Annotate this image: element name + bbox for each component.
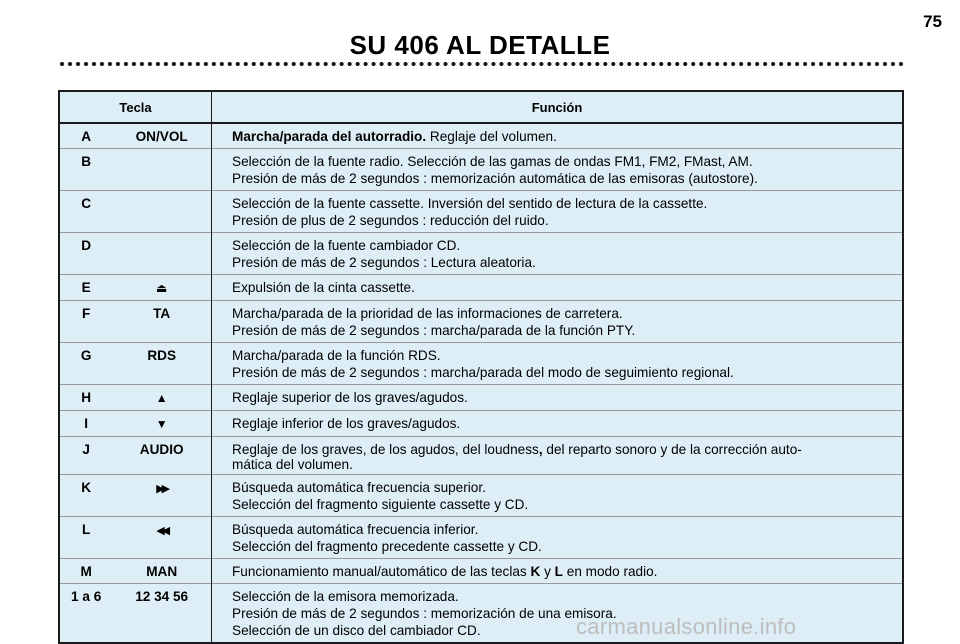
- fast-forward-icon: ▶▶: [156, 483, 168, 495]
- row-key: [112, 411, 211, 437]
- table-header-row: [60, 92, 902, 123]
- function-line: [232, 195, 894, 212]
- row-letter: I: [60, 411, 112, 437]
- function-line: [232, 521, 894, 538]
- row-key: [112, 475, 211, 517]
- header-funcion: Función: [212, 92, 903, 123]
- function-line: [232, 458, 894, 471]
- table-row: [60, 517, 902, 559]
- row-key: MAN: [112, 559, 211, 584]
- row-letter: B: [60, 149, 112, 191]
- row-key: ON/VOL: [112, 123, 211, 149]
- row-function: [212, 301, 903, 343]
- row-letter: D: [60, 233, 112, 275]
- row-function: [212, 123, 903, 149]
- function-line: [232, 496, 894, 513]
- function-line: [232, 279, 894, 296]
- bold-text: Marcha/parada del autorradio.: [232, 129, 427, 144]
- table-row: [60, 301, 902, 343]
- text-segment: Presión de más de 2 segundos : marcha/parada del modo de seguimiento regional.: [232, 365, 734, 380]
- row-key: [112, 385, 211, 411]
- row-letter: H: [60, 385, 112, 411]
- table-row: [60, 343, 902, 385]
- function-line: [232, 128, 894, 145]
- table-row: [60, 437, 902, 475]
- row-key: TA: [112, 301, 211, 343]
- row-letter: F: [60, 301, 112, 343]
- text-segment: Expulsión de la cinta cassette.: [232, 280, 415, 295]
- text-segment: Selección de la fuente cassette. Inversión del sentido de lectura de la cassette.: [232, 196, 708, 211]
- table-row: [60, 191, 902, 233]
- row-function: [212, 411, 903, 437]
- page-title: SU 406 AL DETALLE: [349, 30, 611, 60]
- text-segment: mática del volumen.: [232, 457, 353, 472]
- function-line: [232, 538, 894, 555]
- table-row: [60, 475, 902, 517]
- row-function: [212, 191, 903, 233]
- function-line: [232, 305, 894, 322]
- triangle-down-icon: ▼: [155, 417, 168, 431]
- function-line: [232, 441, 894, 458]
- bold-text: ,: [538, 442, 543, 457]
- text-segment: Búsqueda automática frecuencia superior.: [232, 480, 486, 495]
- row-function: [212, 559, 903, 584]
- row-function: [212, 475, 903, 517]
- function-line: [232, 563, 894, 580]
- function-line: [232, 479, 894, 496]
- function-line: [232, 347, 894, 364]
- text-segment: Marcha/parada de la función RDS.: [232, 348, 441, 363]
- text-segment: Selección del fragmento precedente cassette y CD.: [232, 539, 542, 554]
- function-line: [232, 153, 894, 170]
- function-line: [232, 212, 894, 229]
- row-letter: 1 a 6: [60, 584, 112, 643]
- function-line: [232, 588, 894, 605]
- function-line: [232, 322, 894, 339]
- row-function: [212, 149, 903, 191]
- function-line: [232, 237, 894, 254]
- text-segment: Selección de la fuente cambiador CD.: [232, 238, 461, 253]
- text-segment: Presión de plus de 2 segundos : reducción del ruido.: [232, 213, 549, 228]
- row-key: [112, 233, 211, 275]
- header-tecla: Tecla: [60, 92, 212, 123]
- row-function: [212, 517, 903, 559]
- row-function: [212, 584, 903, 643]
- row-key: [112, 275, 211, 301]
- watermark: carmanualsonline.info: [576, 614, 797, 639]
- function-line: [232, 389, 894, 406]
- triangle-up-icon: ▲: [155, 391, 168, 405]
- function-line: [232, 254, 894, 271]
- text-segment: Presión de más de 2 segundos : Lectura aleatoria.: [232, 255, 536, 270]
- text-segment: Reglaje de los graves, de los agudos, del loudness: [232, 442, 539, 457]
- bold-text: K: [530, 564, 541, 579]
- text-segment: Búsqueda automática frecuencia inferior.: [232, 522, 479, 537]
- function-line: [232, 415, 894, 432]
- text-segment: Reglaje del volumen.: [426, 129, 557, 144]
- table-row: [60, 559, 902, 584]
- row-key: RDS: [112, 343, 211, 385]
- text-segment: Selección de la emisora memorizada.: [232, 589, 459, 604]
- text-segment: y: [540, 564, 555, 579]
- row-function: [212, 437, 903, 475]
- row-function: [212, 275, 903, 301]
- text-segment: del reparto sonoro y de la corrección auto-: [542, 442, 802, 457]
- table-row: [60, 123, 902, 149]
- table-row: [60, 411, 902, 437]
- row-letter: L: [60, 517, 112, 559]
- row-letter: A: [81, 129, 92, 144]
- table-body: [60, 123, 902, 642]
- page-number: 75: [923, 12, 942, 31]
- text-segment: Presión de más de 2 segundos : memorización de una emisora.: [232, 606, 617, 621]
- row-letter: J: [60, 437, 112, 475]
- row-letter: K: [60, 475, 112, 517]
- row-letter: E: [60, 275, 112, 301]
- row-letter: M: [60, 559, 112, 584]
- row-key: AUDIO: [112, 437, 211, 475]
- table-row: [60, 233, 902, 275]
- row-function: [212, 385, 903, 411]
- text-segment: Presión de más de 2 segundos : marcha/parada de la función PTY.: [232, 323, 636, 338]
- text-segment: Reglaje inferior de los graves/agudos.: [232, 416, 461, 431]
- text-segment: Reglaje superior de los graves/agudos.: [232, 390, 468, 405]
- text-segment: Selección del fragmento siguiente cassette y CD.: [232, 497, 529, 512]
- text-segment: Selección de la fuente radio. Selección de las gamas de ondas FM1, FM2, FMast, AM.: [232, 154, 753, 169]
- row-key: [112, 517, 211, 559]
- row-function: [212, 233, 903, 275]
- dotted-divider: [60, 62, 904, 66]
- text-segment: en modo radio.: [562, 564, 658, 579]
- row-key: 12 34 56: [112, 584, 211, 643]
- row-letter: G: [60, 343, 112, 385]
- table-row: [60, 149, 902, 191]
- row-key: [112, 149, 211, 191]
- table-row: [60, 385, 902, 411]
- rewind-icon: ◀◀: [156, 525, 168, 537]
- text-segment: Marcha/parada de la prioridad de las informaciones de carretera.: [232, 306, 623, 321]
- text-segment: Presión de más de 2 segundos : memorización automática de las emisoras (autostore).: [232, 171, 758, 186]
- text-segment: Funcionamiento manual/automático de las teclas: [232, 564, 531, 579]
- row-letter: C: [60, 191, 112, 233]
- text-segment: Selección de un disco del cambiador CD.: [232, 623, 481, 638]
- eject-icon: ⏏: [156, 281, 168, 295]
- function-line: [232, 364, 894, 381]
- row-function: [212, 343, 903, 385]
- bold-text: L: [554, 564, 563, 579]
- function-line: [232, 170, 894, 187]
- row-key: [112, 191, 211, 233]
- table-row: [60, 275, 902, 301]
- controls-table: [58, 90, 904, 644]
